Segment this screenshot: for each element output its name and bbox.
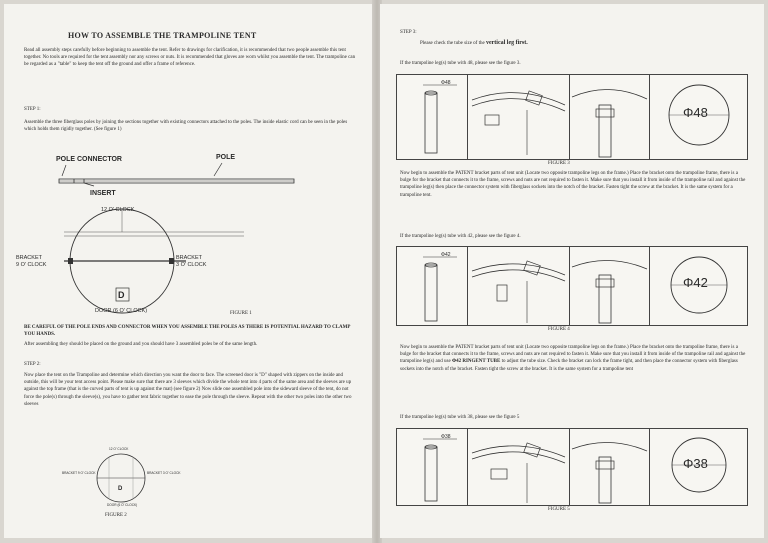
fig4-text: Now begin to assemble the PATENT bracket parts of tent unit (Locate two opposite trampoline legs on the frame.) Place the bracket onto the trampoline frame, there is a bulge for the bracket that connects it to the frame, screws and nuts are not required to fasten it. Make sure that you install it from inside of the trampoline rail and against the trampoline leg(s) and use Φ42 RINGENT TUBE to adjust the tube size. Check the bracket can lock the frame tight, and then place the connector system with fiberglass sockets into the notch of the bracket. Fasten tight the screw at the bracket. It is the same system for a trampoline tent bbox=[400, 345, 746, 372]
step3-heading: STEP 3: bbox=[400, 30, 417, 35]
pole-label: POLE bbox=[216, 154, 236, 161]
fig5-panel-assembled bbox=[569, 429, 650, 505]
three-oclock-label: 3 O' CLOCK bbox=[176, 262, 207, 268]
fig3-text: Now begin to assemble the PATENT bracket parts of tent unit (Locate two opposite trampoline legs on the frame.) Place the bracket onto the trampoline frame, there is a bulge for the bracket that connects it to the frame, screws and nuts are not required to fasten it. Make sure that you install it from inside of the trampoline rail and against the trampoline leg(s) then place the connector system with fiberglass sockets into the notch of the bracket. Fasten tight the screw at the bracket. It is the same system for a trampoline tent. bbox=[400, 171, 746, 198]
after-assembly-text: After assembling they should be placed on the ground and you should have 3 assembled poles be of the same length. bbox=[24, 342, 258, 347]
step2-heading: STEP 2: bbox=[24, 362, 41, 367]
fig4-dim-label: Φ42 bbox=[441, 252, 451, 258]
figure3 bbox=[396, 74, 748, 160]
fig3-panel-assembled bbox=[569, 75, 650, 159]
fig5-dim-label: Φ38 bbox=[441, 434, 451, 440]
left-page bbox=[4, 4, 374, 538]
pole-connector-label: POLE CONNECTOR bbox=[56, 156, 122, 163]
fig4-intro: If the trampoline leg(s) tube with 42, please see the figure 4. bbox=[400, 234, 521, 239]
fig5-diameter: Φ38 bbox=[683, 456, 708, 471]
fig2-door-letter: D bbox=[118, 486, 123, 492]
figure2-drawing bbox=[4, 4, 374, 538]
intro-paragraph: Read all assembly steps carefully before beginning to assemble the tent. Refer to drawings for clarification, it is recommended that two people assemble this tent together. No tools are required for the tent assembly nor any screws or nuts. It is recommended that gloves are worn whilst you assemble the tent. The trampoline can be regarded as a "table" to keep the tent off the ground and offer a frame of reference. bbox=[24, 48, 356, 68]
figure2-caption: FIGURE 2 bbox=[105, 513, 127, 518]
nine-oclock-label: 9 O' CLOCK bbox=[16, 262, 47, 268]
fig5-intro: If the trampoline leg(s) tube with 38, please see the figure 5 bbox=[400, 415, 520, 420]
fig4-panel-assembled bbox=[569, 247, 650, 325]
fig2-left-label: BRACKET 9 O' CLOCK bbox=[62, 471, 96, 475]
fig3-diameter: Φ48 bbox=[683, 105, 708, 120]
fig5-panel-tube bbox=[397, 429, 468, 505]
fig3-panel-diameter bbox=[649, 75, 747, 159]
step1-text: Assemble the three fiberglass poles by joining the sections together with existing connectors attached to the poles. The inside elastic cord can be seen in the poles which holds them rigidly together. (See figure 1) bbox=[24, 120, 348, 133]
figure4-caption: FIGURE 4 bbox=[548, 327, 570, 332]
fig5-panel-bracket bbox=[467, 429, 570, 505]
fig2-right-label: BRACKET 3 O' CLOCK bbox=[147, 471, 181, 475]
door-letter: D bbox=[118, 290, 125, 300]
fig4-panel-tube bbox=[397, 247, 468, 325]
step3-text: Please check the tube size of the vertical leg first. bbox=[420, 40, 528, 46]
bracket-left-label: BRACKET bbox=[16, 255, 42, 261]
figure5 bbox=[396, 428, 748, 506]
warning-text: BE CAREFUL OF THE POLE ENDS AND CONNECTOR WHEN YOU ASSEMBLE THE POLES AS THERE IS POTENTIAL HAZARD TO CLAMP YOU HANDS. bbox=[24, 325, 351, 338]
fig5-panel-diameter bbox=[649, 429, 747, 505]
twelve-oclock-label: 12 O' CLOCK bbox=[101, 207, 135, 213]
fig2-top-label: 12 O' CLOCK bbox=[109, 447, 129, 451]
figure1-caption: FIGURE 1 bbox=[230, 311, 252, 316]
fig3-dim-label: Φ48 bbox=[441, 80, 451, 86]
bracket-right-label: BRACKET bbox=[176, 255, 202, 261]
figure3-caption: FIGURE 3 bbox=[548, 161, 570, 166]
fig3-intro: If the trampoline leg(s) tube with 48, please see the figure 3. bbox=[400, 61, 521, 66]
fig3-panel-tube bbox=[397, 75, 468, 159]
figure5-caption: FIGURE 5 bbox=[548, 507, 570, 512]
fig2-door-label: DOOR (6 O' CLOCK) bbox=[107, 503, 138, 507]
fig4-panel-diameter bbox=[649, 247, 747, 325]
step2-text: Now place the tent on the Trampoline and determine which direction you want the door to face. The screened door is "D" shaped with zippers on the inside and outside, this will be your tent access point. Please make sure that there are 3 sleeves which divide the whole tent into 4 parts of the same area and the sleeves are up against the top frame (that is the curved parts of tent is up against the mat) (see figure 2) Now slide one assembled pole into the sideward sleeve of the tent, do not force the pole(s) through the sleeve(s), you have to gather tent fabric together to ease the pole through the sleeve. Repeat with the other two poles into the other two sleeves bbox=[24, 373, 352, 407]
insert-label: INSERT bbox=[90, 190, 116, 197]
figure4 bbox=[396, 246, 748, 326]
page-title: HOW TO ASSEMBLE THE TRAMPOLINE TENT bbox=[68, 31, 257, 40]
right-page bbox=[380, 4, 764, 538]
fig3-panel-bracket bbox=[467, 75, 570, 159]
step1-heading: STEP 1: bbox=[24, 107, 41, 112]
fig4-diameter: Φ42 bbox=[683, 275, 708, 290]
fig4-panel-bracket bbox=[467, 247, 570, 325]
door-label: DOOR (6 O' CLOCK) bbox=[95, 308, 148, 314]
